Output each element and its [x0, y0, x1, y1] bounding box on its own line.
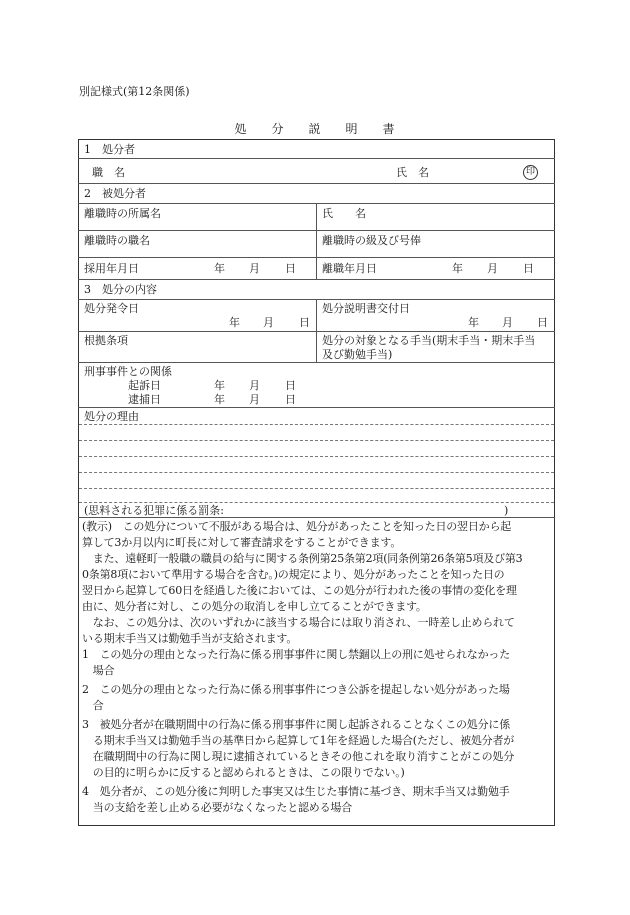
notice-line: 由に、処分者に対し、この処分の取消しを申し立てることができます。 — [82, 600, 427, 613]
criminal-relation-label: 刑事事件との関係 — [84, 365, 172, 378]
form-reference-note: 別記様式(第12条関係) — [79, 85, 190, 98]
column-divider — [316, 299, 317, 362]
penalty-close: ) — [504, 504, 509, 517]
notice-line: また、遠軽町一般職の職員の給与に関する条例第25条第2項(同条例第26条第5項及び第3 — [82, 552, 523, 565]
reason-line — [79, 472, 554, 473]
person-name-label: 氏 名 — [322, 207, 366, 220]
reason-line — [79, 456, 554, 457]
reason-line — [79, 424, 554, 425]
rule — [78, 279, 555, 280]
condition-item: 3 被処分者が在職期間中の行為に係る刑事事件に関し起訴されることなくこの処分に係 — [82, 718, 510, 731]
condition-item: 当の支給を差し止める必要がなくなったと認める場合 — [82, 801, 352, 814]
reason-line — [79, 488, 554, 489]
year-label: 年 — [229, 316, 240, 329]
month-label: 月 — [249, 379, 260, 392]
notice-line: 算して3か月以内に町長に対して審査請求をすることができます。 — [82, 536, 402, 549]
day-label: 日 — [523, 262, 534, 275]
reason-line — [79, 502, 554, 503]
year-label: 年 — [214, 379, 225, 392]
rule — [78, 362, 555, 363]
allowance-label-line2: 及び勤勉手当) — [322, 348, 393, 361]
section-2-heading: 2 被処分者 — [84, 187, 146, 200]
reason-line — [79, 440, 554, 441]
condition-item: 在職期間中の行為に関し現に逮捕されているときその他これを取り消すことがこの処分 — [82, 750, 514, 763]
year-label: 年 — [468, 316, 479, 329]
legal-basis-label: 根拠条項 — [84, 334, 128, 347]
year-label: 年 — [452, 262, 463, 275]
day-label: 日 — [285, 379, 296, 392]
condition-item: 1 この処分の理由となった行為に係る刑事事件に関し禁錮以上の刑に処せられなかった — [82, 648, 510, 661]
condition-item: 4 処分者が、この処分後に判明した事実又は生じた事情に基づき、期末手当又は勤勉手 — [82, 785, 510, 798]
month-label: 月 — [487, 262, 498, 275]
retire-date-label: 離職年月日 — [322, 262, 377, 275]
condition-item: る期末手当又は勤勉手当の基準日から起算して1年を経過した場合(ただし、被処分者が — [82, 734, 515, 747]
seal-icon: 印 — [523, 165, 538, 180]
day-label: 日 — [537, 316, 548, 329]
indictment-date-label: 起訴日 — [128, 379, 161, 392]
notice-line: 0条第8項において準用する場合を含む。)の規定により、処分があったことを知った日の — [82, 568, 505, 581]
month-label: 月 — [263, 316, 274, 329]
section-3-heading: 3 処分の内容 — [84, 283, 157, 296]
month-label: 月 — [502, 316, 513, 329]
condition-item: 合 — [82, 699, 104, 712]
notice-line: いる期末手当又は勤勉手当が支給されます。 — [82, 632, 298, 645]
job-title-label: 離職時の職名 — [84, 234, 150, 247]
penalty-label: (思料される犯罪に係る罰条: — [84, 504, 224, 517]
day-label: 日 — [299, 316, 310, 329]
issue-date-label: 処分発令日 — [84, 302, 139, 315]
day-label: 日 — [285, 393, 296, 406]
delivery-date-label: 処分説明書交付日 — [322, 302, 410, 315]
month-label: 月 — [249, 262, 260, 275]
notice-line: なお、この処分は、次のいずれかに該当する場合には取り消され、一時差し止められて — [82, 616, 515, 629]
grade-label: 離職時の級及び号俸 — [322, 234, 421, 247]
processor-name-label: 氏 名 — [396, 166, 429, 179]
condition-item: の目的に明らかに反すると認められるときは、この限りでない。) — [82, 766, 405, 779]
allowance-label-line1: 処分の対象となる手当(期末手当・期末手当 — [322, 334, 536, 347]
condition-item: 場合 — [82, 664, 115, 677]
day-label: 日 — [285, 262, 296, 275]
condition-item: 2 この処分の理由となった行為に係る刑事事件につき公訴を提起しない処分があった場 — [82, 683, 510, 696]
rule — [78, 407, 555, 408]
year-label: 年 — [214, 262, 225, 275]
page-title: 処 分 説 明 書 — [234, 122, 395, 136]
column-divider — [316, 203, 317, 279]
month-label: 月 — [249, 393, 260, 406]
rule — [78, 158, 555, 159]
year-label: 年 — [214, 393, 225, 406]
notice-line: 翌日から起算して60日を経過した後においては、この処分が行われた後の事情の変化を理 — [82, 584, 517, 597]
processor-title-label: 職 名 — [92, 166, 125, 179]
arrest-date-label: 逮捕日 — [128, 393, 161, 406]
rule — [78, 183, 555, 184]
hire-date-label: 採用年月日 — [84, 262, 139, 275]
affiliation-label: 離職時の所属名 — [84, 207, 161, 220]
reason-label: 処分の理由 — [84, 410, 139, 423]
notice-line: (教示) この処分について不服がある場合は、処分があったことを知った日の翌日から起 — [82, 520, 512, 533]
section-1-heading: 1 処分者 — [84, 143, 135, 156]
